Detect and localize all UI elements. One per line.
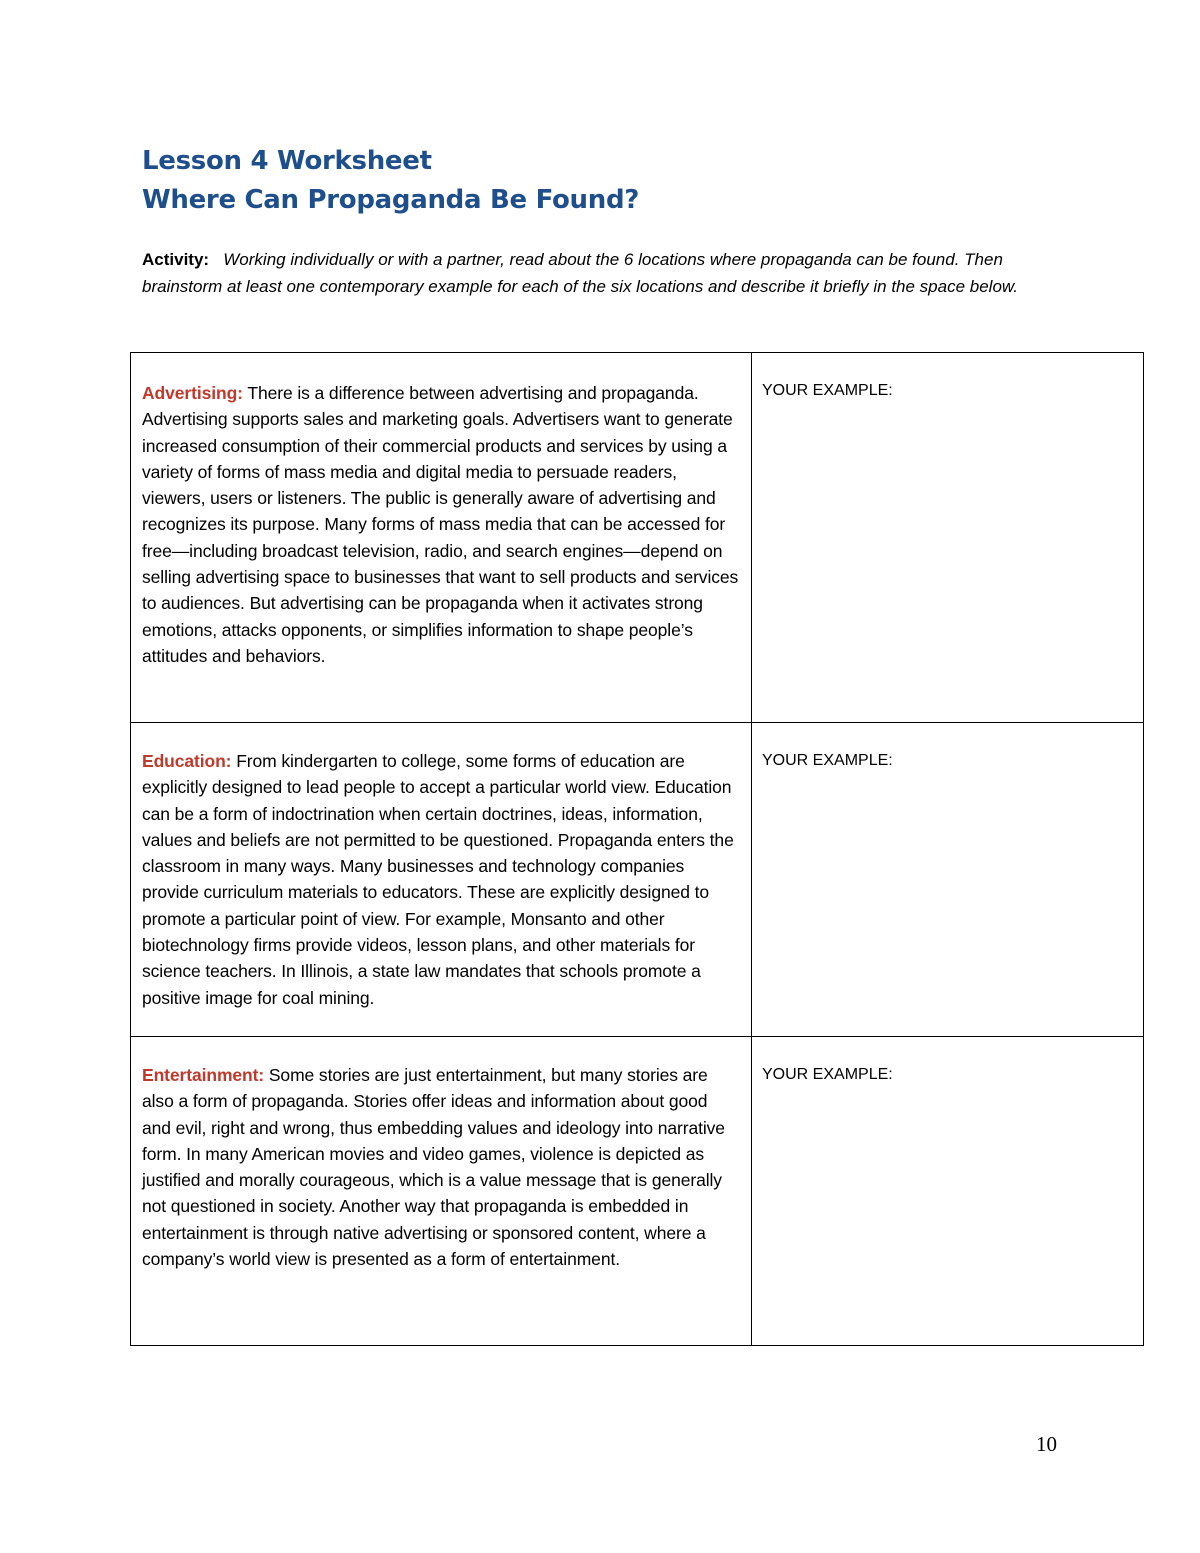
category-description: Some stories are just entertainment, but many stories are also a form of propaganda. Stories offer ideas and information about good and evil, right and wrong, thus embedding values and ideology into narrative form. In many American movies and video games, violence is depicted as justified and morally courageous, which is a value message that is generally not questioned in society. Another way that propaganda is embedded in entertainment is through native advertising or sponsored content, where a company’s world view is presented as a form of entertainment. xyxy=(142,1065,725,1270)
table-row xyxy=(131,723,1144,1037)
your-example-label: YOUR EXAMPLE: xyxy=(762,752,893,769)
category-label: Education: xyxy=(142,751,232,771)
your-example-cell[interactable] xyxy=(752,723,1144,1037)
category-description: There is a difference between advertising and propaganda. Advertising supports sales and marketing goals. Advertisers want to generate increased consumption of their commercial products and services by using a variety of forms of mass media and digital media to persuade readers, viewers, users or listeners. The public is generally aware of advertising and recognizes its purpose. Many forms of mass media that can be accessed for free—including broadcast television, radio, and search engines—depend on selling advertising space to businesses that want to sell products and services to audiences. But advertising can be propaganda when it activates strong emotions, attacks opponents, or simplifies information to shape people’s attitudes and behaviors. xyxy=(142,383,739,666)
worksheet-title: Lesson 4 Worksheet xyxy=(142,146,432,176)
category-label: Advertising: xyxy=(142,383,243,403)
worksheet-subtitle: Where Can Propaganda Be Found? xyxy=(142,185,640,215)
table-row xyxy=(131,353,1144,723)
location-description-cell xyxy=(131,723,752,1037)
your-example-cell[interactable] xyxy=(752,1037,1144,1346)
your-example-cell[interactable] xyxy=(752,353,1144,723)
page-number: 10 xyxy=(1036,1432,1057,1456)
category-description: From kindergarten to college, some forms of education are explicitly designed to lead people to accept a particular world view. Education can be a form of indoctrination when certain doctrines, ideas, information, values and beliefs are not permitted to be questioned. Propaganda enters the classroom in many ways. Many businesses and technology companies provide curriculum materials to educators. These are explicitly designed to promote a particular point of view. For example, Monsanto and other biotechnology firms provide videos, lesson plans, and other materials for science teachers. In Illinois, a state law mandates that schools promote a positive image for coal mining. xyxy=(142,751,734,1008)
table-row xyxy=(131,1037,1144,1346)
location-description-cell xyxy=(131,1037,752,1346)
activity-label: Activity: xyxy=(142,250,210,269)
your-example-label: YOUR EXAMPLE: xyxy=(762,1066,893,1083)
your-example-label: YOUR EXAMPLE: xyxy=(762,382,893,399)
activity-text: Working individually or with a partner, read about the 6 locations where propaganda can be found. Then brainstorm at least one contemporary example for each of the six locations and describe it briefly in the space below. xyxy=(142,250,1018,296)
activity-instructions xyxy=(142,247,1052,300)
propaganda-locations-table xyxy=(130,352,1144,1346)
category-label: Entertainment: xyxy=(142,1065,265,1085)
location-description-cell xyxy=(131,353,752,723)
